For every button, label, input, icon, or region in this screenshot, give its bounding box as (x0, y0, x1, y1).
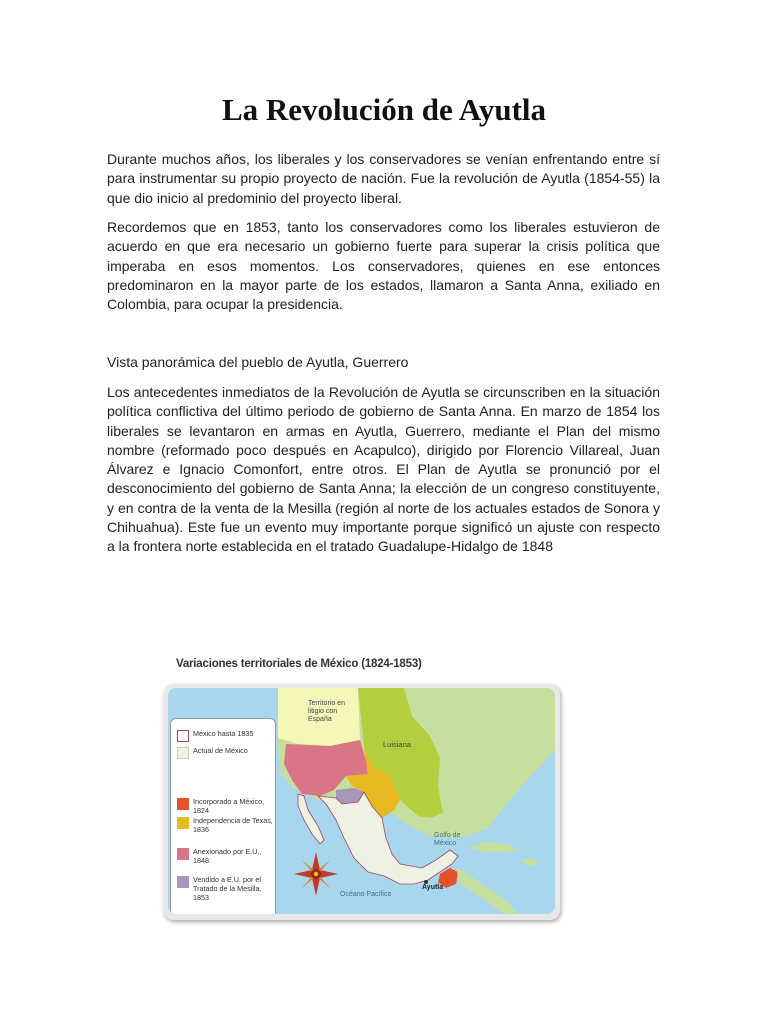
compass-rose (294, 852, 338, 896)
paragraph-1: Durante muchos años, los liberales y los conservadores se venían enfrentando entre sí para instrumentar su propio proyecto de nación. Fue la revolución de Ayutla (1854-55) la que dio inicio al predominio del proyecto liberal. (107, 151, 660, 206)
cuba-island (468, 842, 520, 852)
legend-label: Independencia de Texas, 1836 (193, 816, 273, 834)
ocean-label: Océano Pacífico (340, 891, 392, 898)
paragraph-2: Recordemos que en 1853, tanto los conservadores como los liberales estuvieron de acuerdo en que era necesario un gobierno fuerte para superar la crisis política que imperaba en esos momentos. Los conservadores, quienes en ese entonces predominaron en la mayor parte de los estados, llamaron a Santa Anna, exiliado en Colombia, para ocupar la presidencia. (107, 219, 660, 313)
legend-label: Anexionado por E.U., 1848 (193, 847, 262, 865)
caribbean-islands (520, 858, 540, 866)
legend-swatch (177, 747, 189, 759)
legend-swatch (177, 876, 189, 888)
image-caption: Vista panorámica del pueblo de Ayutla, Guerrero (107, 354, 409, 370)
page-title: La Revolución de Ayutla (221, 92, 547, 127)
gulf-label: Golfo de México (434, 832, 461, 847)
legend-swatch (177, 848, 189, 860)
map-legend (170, 718, 276, 914)
legend-swatch (177, 798, 189, 810)
baja-california (298, 794, 324, 844)
map-title: Variaciones territoriales de México (1824-1853) (176, 658, 422, 670)
ayutla-label: Ayutla (422, 884, 444, 891)
legend-swatch (177, 817, 189, 829)
legend-swatch (177, 730, 189, 742)
legend-label: Vendido a E.U. por el Tratado de la Mesilla, 1853 (193, 875, 262, 902)
territorial-map (164, 684, 560, 920)
central-america (456, 868, 518, 914)
louisiana-label: Luisiana (383, 740, 411, 749)
map-canvas (168, 688, 555, 914)
legend-label: México hasta 1835 (193, 729, 254, 738)
disputed-label: Territorio en litigio con España (308, 700, 345, 723)
paragraph-3: Los antecedentes inmediatos de la Revolución de Ayutla se circunscriben en la situación política conflictiva del último periodo de gobierno de Santa Anna. En marzo de 1854 los liberales se levantaron en armas en Ayutla, Guerrero, mediante el Plan del mismo nombre (reformado poco después en Acapulco), dirigido por Florencio Villareal, Juan Álvarez e Ignacio Comonfort, entre otros. El Plan de Ayutla se pronunció por el desconocimiento del gobierno de Santa Anna; la elección de un congreso constituyente, y en contra de la venta de la Mesilla (región al norte de los actuales estados de Sonora y Chihuahua). Este fue un evento muy importante porque significó un ajuste con respecto a la frontera norte establecida en el tratado Guadalupe-Hidalgo de 1848 (107, 384, 660, 555)
legend-label: Incorporado a México, 1824 (193, 797, 265, 815)
legend-label: Actual de México (193, 746, 248, 755)
